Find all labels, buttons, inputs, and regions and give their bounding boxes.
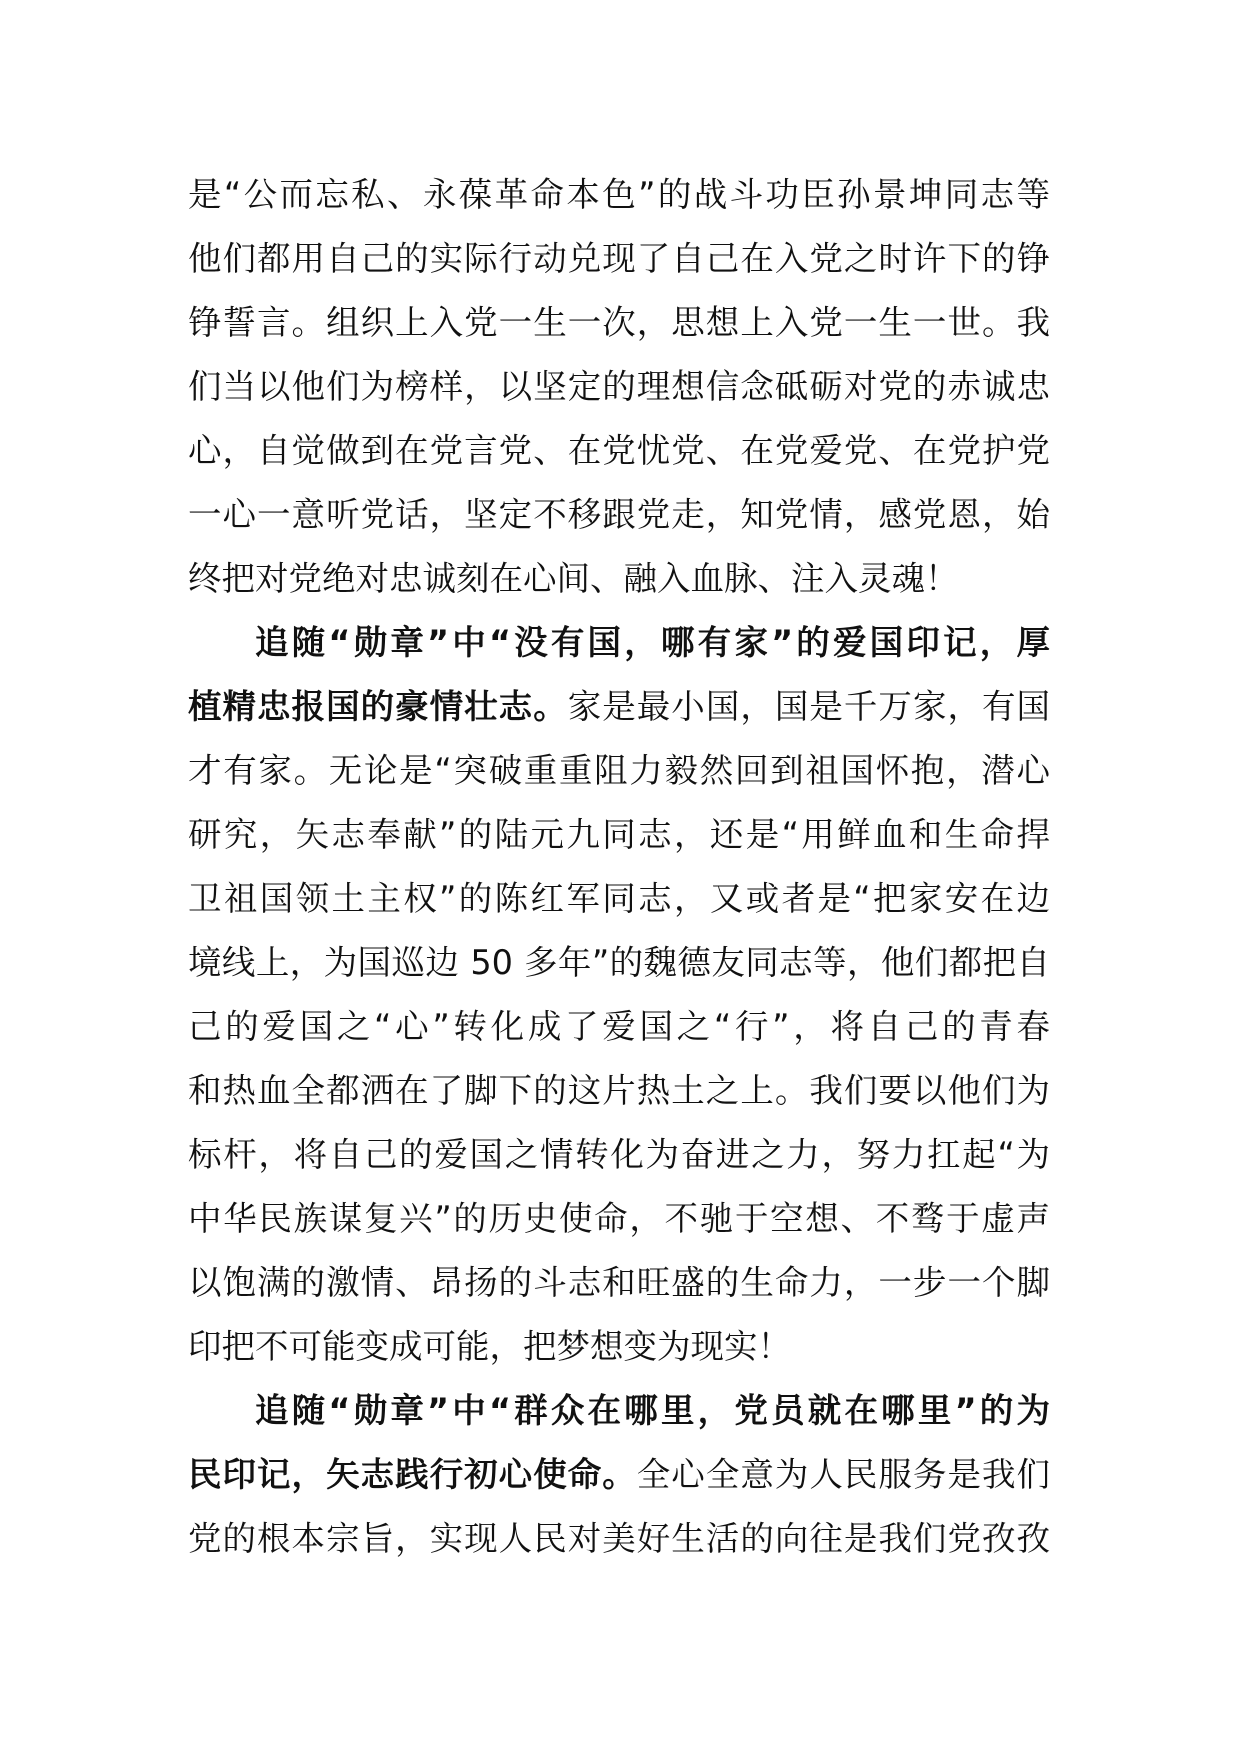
text-line: 植精忠报国的豪情壮志。家是最小国，国是千万家，有国	[188, 687, 1051, 726]
section-heading-text: 民印记，矢志践行初心使命。	[188, 1455, 637, 1494]
text-line: 才有家。无论是“突破重重阻力毅然回到祖国怀抱，潜心	[188, 751, 1050, 790]
text-line: 卫祖国领土主权”的陈红军同志，又或者是“把家安在边	[188, 879, 1050, 918]
text-line: 境线上，为国巡边 50 多年”的魏德友同志等，他们都把自	[188, 943, 1050, 982]
text-line: 他们都用自己的实际行动兑现了自己在入党之时许下的铮	[188, 239, 1050, 278]
text-line: 是“公而忘私、永葆革命本色”的战斗功臣孙景坤同志等	[188, 175, 1050, 214]
text-line: 们当以他们为榜样，以坚定的理想信念砥砺对党的赤诚忠	[188, 367, 1050, 406]
text-line: 党的根本宗旨，实现人民对美好生活的向往是我们党孜孜	[188, 1519, 1050, 1558]
text-line: 民印记，矢志践行初心使命。全心全意为人民服务是我们	[188, 1455, 1051, 1494]
text-line: 己的爱国之“心”转化成了爱国之“行”，将自己的青春	[188, 1007, 1050, 1046]
section-heading-line: 追随“勋章”中“没有国，哪有家”的爱国印记，厚	[255, 623, 1050, 662]
text-line: 研究，矢志奉献”的陆元九同志，还是“用鲜血和生命捍	[188, 815, 1050, 854]
text-line: 中华民族谋复兴”的历史使命，不驰于空想、不骛于虚声	[188, 1199, 1050, 1238]
text-line: 和热血全都洒在了脚下的这片热土之上。我们要以他们为	[188, 1071, 1050, 1110]
text-line: 终把对党绝对忠诚刻在心间、融入血脉、注入灵魂！	[188, 559, 959, 598]
text-line: 铮誓言。组织上入党一生一次，思想上入党一生一世。我	[188, 303, 1050, 342]
section-heading-line: 追随“勋章”中“群众在哪里，党员就在哪里”的为	[255, 1391, 1050, 1430]
text-line: 心，自觉做到在党言党、在党忧党、在党爱党、在党护党	[188, 431, 1050, 470]
text-line: 一心一意听党话，坚定不移跟党走，知党情，感党恩，始	[188, 495, 1050, 534]
text-line: 以饱满的激情、昂扬的斗志和旺盛的生命力，一步一个脚	[188, 1263, 1050, 1302]
section-heading-text: 植精忠报国的豪情壮志。	[188, 687, 568, 726]
text-line: 印把不可能变成可能，把梦想变为现实！	[188, 1327, 791, 1366]
text-line: 标杆，将自己的爱国之情转化为奋进之力，努力扛起“为	[188, 1135, 1050, 1174]
